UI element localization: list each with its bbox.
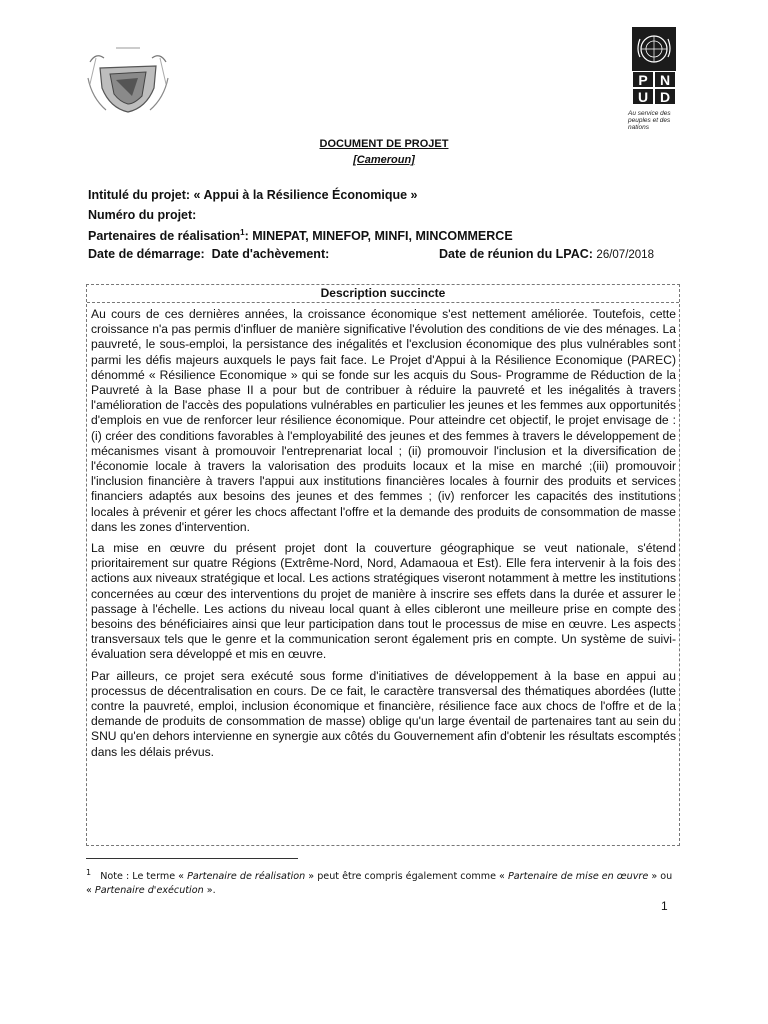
description-paragraph: Au cours de ces dernières années, la croissance économique s'est nettement améliorée. Toutefois, cette croissance n'a pas permis d'influer de manière significative l'évolution des conditions de vie des ménages. La pauvreté, le sous-emploi, la persistance des inégalités et l'exclusion économique des plus vulnérables sont parmi les défis majeurs auxquels le pays fait face. Le Projet d'Appui à la Résilience Economique (PAREC) dénommé « Résilience Economique » qui se fonde sur les acquis du Sous- Programme de Réduction de la Pauvreté à la Base phase II a pour but de contribuer à réduire la pauvreté et les inégalités à travers l'amélioration de l'accès des populations vulnérables en particulier les jeunes et les femmes aux opportunités d'emplois en vue de renforcer leur résilience économique. Pour atteindre cet objectif, le projet envisage de : (i) créer des conditions favorables à l'employabilité des jeunes et des femmes à travers le développement de mécanismes visant à promouvoir l'entreprenariat local ; (ii) promouvoir l'inclusion et la diversification de l'économie locale à travers la valorisation des produits locaux et la mise en marché ;(iii) promouvoir l'inclusion financière à travers l'appui aux institutions financières locales à fournir des produits et services financiers adaptés aux besoins des jeunes et des femmes ; (iv) renforcer les capacités des institutions locales à prévenir et gérer les chocs affectant l'offre et la demande des produits de consommation de masse dans les zones d'intervention. — [91, 307, 676, 534]
un-emblem-icon — [632, 27, 676, 71]
cameroon-coat-of-arms-logo — [86, 38, 170, 118]
partners-value: : MINEPAT, MINEFOP, MINFI, MINCOMMERCE — [244, 229, 513, 244]
document-title: DOCUMENT DE PROJET — [319, 138, 449, 150]
footnote-number: 1 — [86, 868, 92, 877]
lpac-date — [439, 247, 654, 261]
footnote-text: ». — [203, 885, 216, 897]
undp-logo — [632, 27, 676, 105]
start-date-label: Date de démarrage: — [88, 247, 205, 261]
undp-tagline: Au service des peuples et des nations — [628, 110, 671, 131]
footnote-text: Note : Le terme « — [100, 871, 188, 883]
country-title: [Cameroun] — [353, 154, 415, 166]
description-body — [87, 303, 679, 760]
footnote-term: Partenaire de mise en œuvre — [507, 871, 649, 883]
project-title-label: Intitulé du projet — [88, 188, 186, 202]
lpac-value: 26/07/2018 — [596, 249, 654, 261]
undp-letter: D — [654, 88, 676, 105]
description-paragraph: Par ailleurs, ce projet sera exécuté sous forme d'initiatives de développement à la base en appui au processus de décentralisation en cours. De ce fait, le caractère transversal des thématiques abordées (lutte contre la pauvreté, emploi, inclusion économique et financière, résilience face aux chocs de l'offre et de la demande de produits de consommation de masse) oblige qu'un large éventail de partenaires tant au sein du SNU qu'en dehors intervienne en synergie aux côtés du Gouvernement afin d'obtenir les résultats escomptés dans les délais prévus. — [91, 668, 676, 759]
lpac-label: Date de réunion du LPAC: — [439, 247, 593, 261]
footnote-text: » peut être compris également comme « — [305, 871, 508, 883]
description-box — [86, 284, 680, 846]
footnote-divider — [86, 858, 298, 859]
description-heading: Description succincte — [87, 285, 679, 303]
undp-letter: P — [632, 71, 654, 88]
footnote-term: Partenaire de réalisation — [187, 871, 306, 883]
partners-label: Partenaires de réalisation — [88, 229, 241, 244]
project-title-value: : « Appui à la Résilience Économique » — [185, 188, 418, 202]
page-number: 1 — [661, 899, 668, 913]
partners-row — [88, 228, 513, 243]
description-paragraph: La mise en œuvre du présent projet dont la couverture géographique se veut nationale, s'étend prioritairement sur quatre Régions (Extrême-Nord, Nord, Adamaoua et Est). Elle fera intervenir à la fois des actions aux niveaux stratégique et local. Les actions stratégiques viseront notamment à mettre les institutions concernées au cœur des interventions du projet de manière à inscrire ses effets dans la durée et assurer le passage à l'échelle. Les actions du niveau local quant à elles cibleront une meilleure prise en compte des besoins des bénéficiaires ainsi que leur participation dans tout le processus de mise en œuvre. Les aspects transversaux tels que le genre et la communication seront également pris en compte. Un système de suivi-évaluation sera développé et mis en œuvre. — [91, 541, 676, 662]
end-date-label: Date d'achèvement: — [211, 247, 330, 261]
footnote-marker: 1 — [240, 228, 245, 237]
dates-row — [88, 247, 678, 261]
undp-letter: U — [632, 88, 654, 105]
footnote-term: Partenaire d'exécution — [94, 885, 204, 897]
project-number-label: Numéro du projet: — [88, 208, 197, 222]
project-number-row — [88, 208, 196, 222]
footnote-text: » ou « — [86, 871, 673, 897]
undp-letter: N — [654, 71, 676, 88]
footnote — [86, 866, 678, 898]
project-title-row — [88, 188, 417, 202]
